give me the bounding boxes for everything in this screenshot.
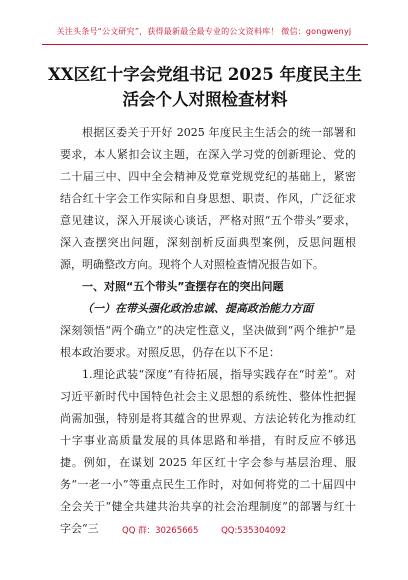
- point-1-paragraph: 1.理论武装“深度”有待拓展，指导实践存在“时差”。对习近平新时代中国特色社会主义思想的系统性、整体性把握尚需加强，特别是将其蕴含的世界观、方法论转化为推动红十字事业高质量发展的具体思路和举措，有时反应不够迅捷。例如，在谋划 2025 年区红十字会参与基层治理、服务“一老一小”等重点民生工作时，对如何将党的二十届四中全会关于“健全共建共治共享的社会治理制度”的部署与红十字会“三: [60, 368, 356, 535]
- footer-contacts: [0, 524, 408, 536]
- title-line-2: 活会个人对照检查材料: [122, 90, 288, 109]
- subsection-heading-1: （一）在带头强化政治忠诚、提高政治能力方面: [82, 302, 313, 315]
- section-heading-1: 一、对照“五个带头”查摆存在的突出问题: [82, 280, 284, 293]
- intro-paragraph: 根据区委关于开好 2025 年度民主生活会的统一部署和要求，本人紧扣会议主题，在深入学习党的创新理论、党的二十届三中、四中全会精神及党章党规党纪的基础上，紧密结合红十字会工作实际和自身思想、职责、作风，广泛征求意见建议，深入开展谈心谈话，严格对照“五个带头”要求，深入查摆突出问题，深刻剖析反面典型案例，反思问题根源，明确整改方向。现将个人对照检查情况报告如下。: [60, 126, 356, 271]
- footer-qq-group: QQ 群：30265665: [122, 526, 199, 536]
- header-divider: [42, 44, 368, 45]
- header-banner: 关注头条号“公文研究”，获得最新最全最专业的公文资料库！ 微信：gongwenyj: [56, 27, 352, 36]
- title-line-1: XX区红十字会党组书记 2025 年度民主生: [47, 65, 362, 84]
- document-body: [60, 122, 356, 540]
- footer-qq-number: QQ:535304092: [221, 526, 286, 536]
- subsection-paragraph: 深刻领悟“两个确立”的决定性意义，坚决做到“两个维护”是根本政治要求。对照反思，仍存在以下不足：: [60, 324, 356, 359]
- document-title: [40, 62, 370, 112]
